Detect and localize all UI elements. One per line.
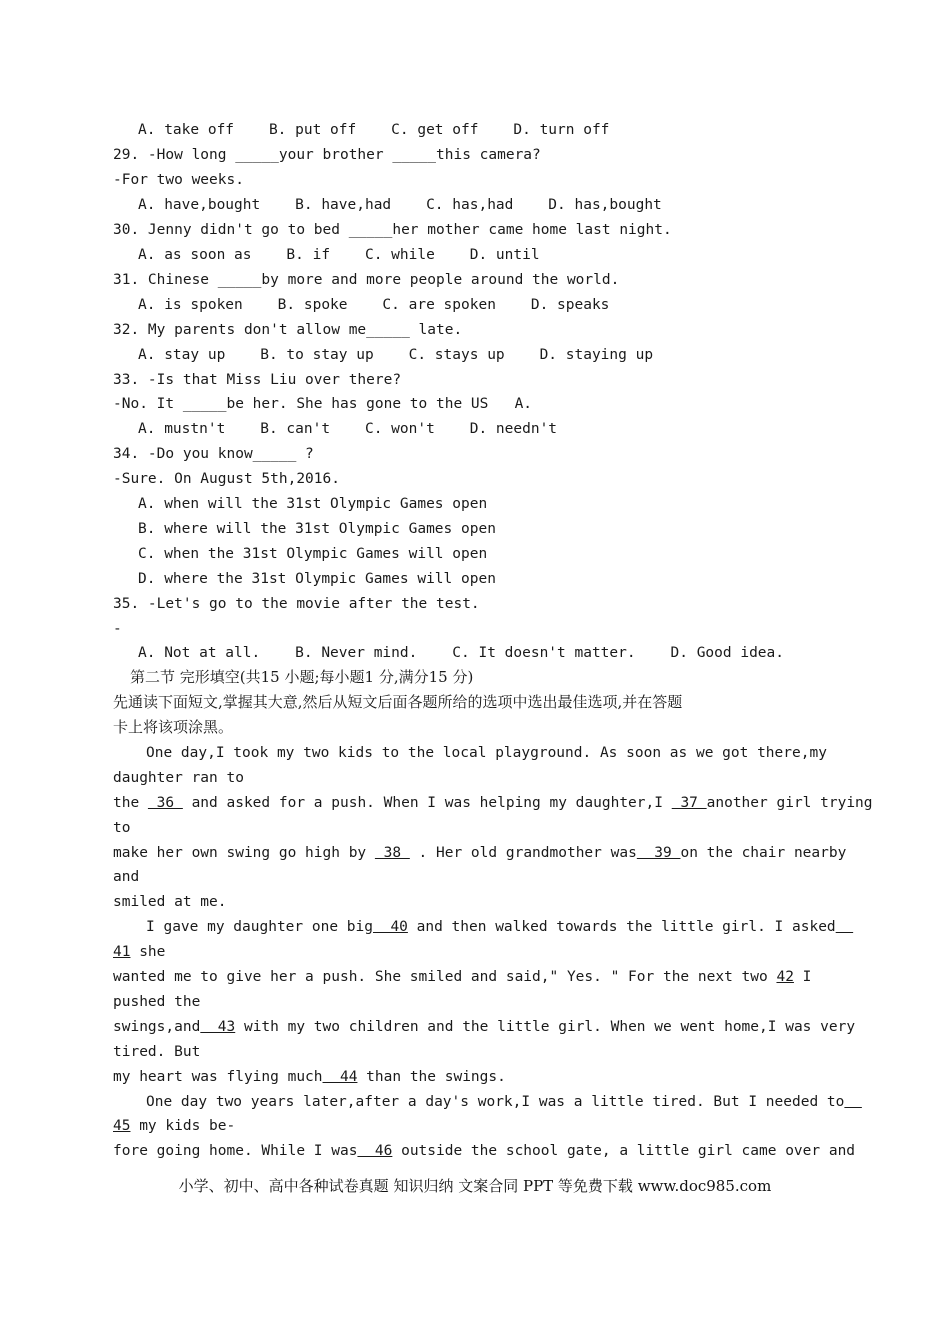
passage-text: tired. But — [113, 1044, 201, 1060]
text-line: C. when the 31st Olympic Games will open — [138, 546, 488, 562]
text-line: 第二节 完形填空(共15 小题;每小题1 分,满分15 分) — [130, 668, 474, 686]
passage-text: and then walked towards the little girl. I asked — [407, 919, 836, 935]
passage-line — [113, 1116, 235, 1136]
passage-line — [113, 867, 139, 887]
passage-text: I gave my daughter one big — [146, 919, 373, 935]
blank-number: 39 — [636, 845, 681, 861]
passage-text: wanted me to give her a push. She smiled and said," Yes. " For the next two — [113, 969, 777, 985]
text-line: A. as soon as B. if C. while D. until — [138, 247, 540, 263]
text-line: 先通读下面短文,掌握其大意,然后从短文后面各题所给的选项中选出最佳选项,并在答题 — [113, 693, 683, 711]
text-line: - — [113, 621, 122, 637]
text-line: 31. Chinese _____by more and more people around the world. — [113, 272, 620, 288]
passage-line — [113, 892, 227, 912]
text-line: B. where will the 31st Olympic Games open — [138, 521, 496, 537]
passage-text: I — [793, 969, 812, 985]
passage-line — [113, 992, 200, 1012]
text-line: A. mustn't B. can't C. won't D. needn't — [138, 421, 558, 437]
text-line: A. stay up B. to stay up C. stays up D. staying up — [138, 347, 654, 363]
passage-text: outside the school gate, a little girl came over and — [392, 1143, 856, 1159]
text-line: -For two weeks. — [113, 172, 244, 188]
text-line: D. where the 31st Olympic Games will open — [138, 571, 496, 587]
passage-text: she — [130, 944, 166, 960]
passage-line — [113, 1042, 200, 1062]
passage-text: and — [113, 869, 140, 885]
passage-line — [113, 1067, 506, 1087]
text-line: 卡上将该项涂黑。 — [113, 718, 234, 736]
text-line: 33. -Is that Miss Liu over there? — [113, 372, 402, 388]
passage-line — [146, 1092, 862, 1112]
passage-text: the — [113, 795, 148, 811]
blank-number: 36 — [147, 795, 183, 811]
text-line: 32. My parents don't allow me_____ late. — [113, 322, 463, 338]
passage-line — [113, 1017, 855, 1037]
text-line: 29. -How long _____your brother _____this camera? — [113, 147, 541, 163]
passage-line — [113, 1141, 855, 1161]
passage-text: on the chair nearby — [680, 845, 847, 861]
passage-text: make her own swing go high by — [113, 845, 375, 861]
passage-line — [146, 743, 827, 763]
passage-text: swings,and — [113, 1019, 201, 1035]
blank-number: 41 — [113, 944, 131, 960]
passage-text: than the swings. — [357, 1069, 506, 1085]
blank-number: 40 — [372, 919, 408, 935]
blank-number: 45 — [113, 1118, 131, 1134]
blank-number: 44 — [322, 1069, 358, 1085]
passage-line — [113, 942, 165, 962]
passage-line — [113, 818, 130, 838]
passage-text: and asked for a push. When I was helping my daughter,I — [182, 795, 672, 811]
blank-number — [836, 919, 853, 935]
passage-text: to — [113, 820, 131, 836]
blank-number: 42 — [776, 969, 794, 985]
text-line: A. have,bought B. have,had C. has,had D. has,bought — [138, 197, 662, 213]
passage-line — [113, 793, 873, 813]
blank-number — [844, 1094, 861, 1110]
text-line: 35. -Let's go to the movie after the test. — [113, 596, 480, 612]
passage-text: my kids be- — [130, 1118, 236, 1134]
blank-number: 46 — [357, 1143, 393, 1159]
text-line: A. take off B. put off C. get off D. turn off — [138, 122, 610, 138]
passage-line — [113, 768, 244, 788]
passage-text: One day two years later,after a day's work,I was a little tired. But I needed to — [146, 1094, 845, 1110]
passage-text: pushed the — [113, 994, 201, 1010]
blank-number: 37 — [671, 795, 707, 811]
passage-line — [146, 917, 853, 937]
blank-number: 43 — [200, 1019, 236, 1035]
page-footer: 小学、初中、高中各种试卷真题 知识归纳 文案合同 PPT 等免费下载 www.doc985.com — [178, 1177, 772, 1195]
text-line: -No. It _____be her. She has gone to the US A. — [113, 396, 533, 412]
text-line: A. is spoken B. spoke C. are spoken D. speaks — [138, 297, 610, 313]
text-line: 34. -Do you know_____ ? — [113, 446, 314, 462]
passage-text: another girl trying — [706, 795, 873, 811]
passage-text: with my two children and the little girl. When we went home,I was very — [235, 1019, 856, 1035]
passage-text: fore going home. While I was — [113, 1143, 358, 1159]
text-line: A. Not at all. B. Never mind. C. It doesn't matter. D. Good idea. — [138, 645, 785, 661]
passage-text: my heart was flying much — [113, 1069, 323, 1085]
passage-text: daughter ran to — [113, 770, 244, 786]
text-line: -Sure. On August 5th,2016. — [113, 471, 340, 487]
passage-text: . Her old grandmother was — [409, 845, 637, 861]
blank-number: 38 — [374, 845, 410, 861]
text-line: A. when will the 31st Olympic Games open — [138, 496, 488, 512]
passage-line — [113, 843, 846, 863]
passage-text: One day,I took my two kids to the local playground. As soon as we got there,my — [146, 745, 827, 761]
passage-text: smiled at me. — [113, 894, 227, 910]
passage-line — [113, 967, 811, 987]
text-line: 30. Jenny didn't go to bed _____her mother came home last night. — [113, 222, 672, 238]
